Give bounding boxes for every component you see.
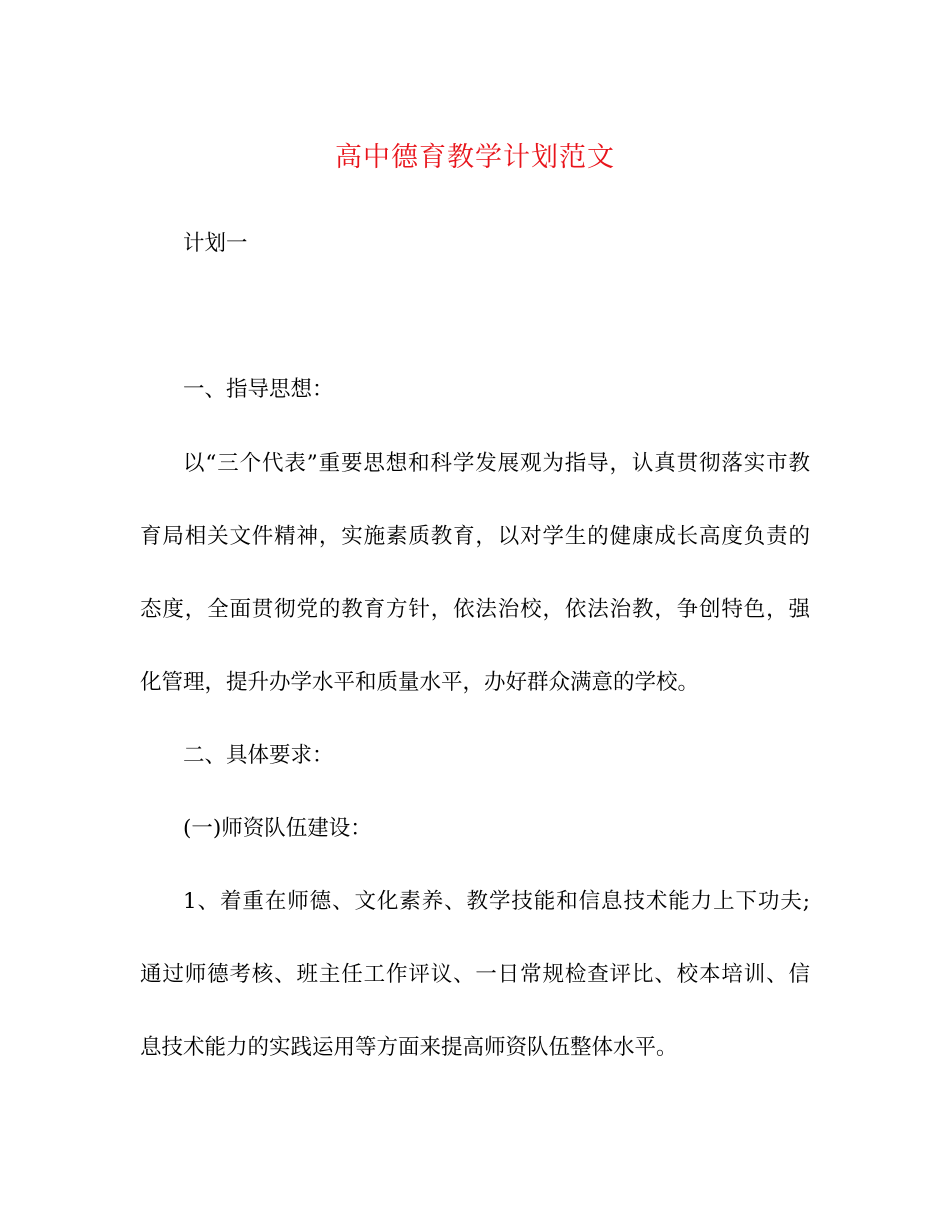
section1-line-1: 以“三个代表”重要思想和科学发展观为指导，认真贯彻落实市教 (183, 451, 810, 476)
item1-line-1: 1、着重在师德、文化素养、教学技能和信息技术能力上下功夫; (183, 889, 810, 914)
section1-line-3: 态度，全面贯彻党的教育方针，依法治校，依法治教，争创特色，强 (140, 597, 810, 622)
plan-label: 计划一 (183, 231, 248, 256)
section2-heading: 二、具体要求： (183, 743, 334, 768)
subsection1-heading: (一)师资队伍建设： (183, 816, 372, 841)
item1-line-2: 通过师德考核、班主任工作评议、一日常规检查评比、校本培训、信 (140, 962, 810, 987)
document-title: 高中德育教学计划范文 (335, 142, 615, 173)
section1-line-2: 育局相关文件精神，实施素质教育，以对学生的健康成长高度负责的 (140, 524, 810, 549)
section1-line-4: 化管理，提升办学水平和质量水平，办好群众满意的学校。 (140, 670, 700, 695)
item1-line-3: 息技术能力的实践运用等方面来提高师资队伍整体水平。 (140, 1035, 678, 1060)
section1-heading: 一、指导思想： (183, 377, 334, 402)
